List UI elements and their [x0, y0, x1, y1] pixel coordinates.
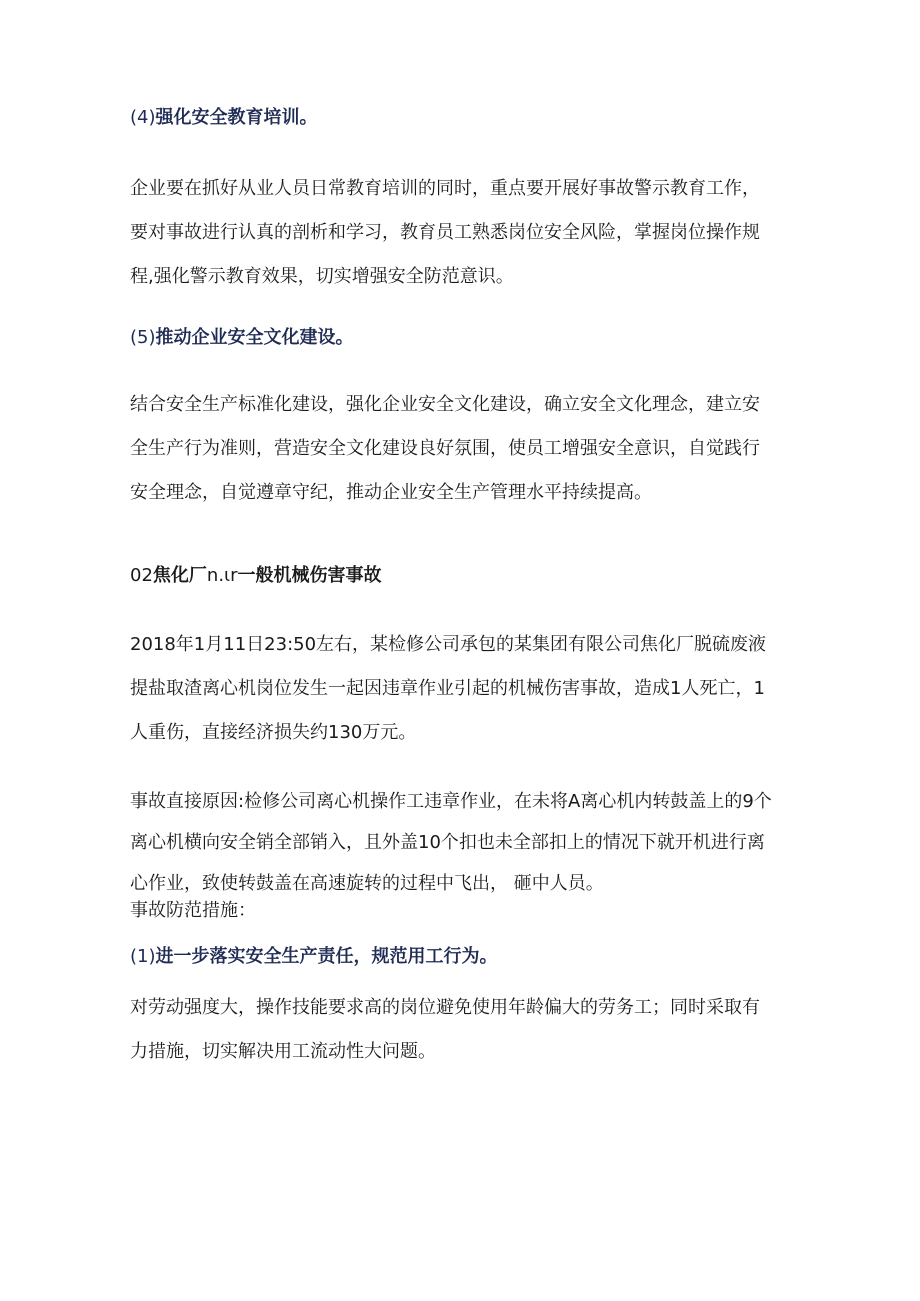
section-02-title-part1: 焦化厂: [152, 565, 207, 586]
heading-1-number: (1): [130, 946, 156, 967]
paragraph-line: 要对事故进行认真的剖析和学习，教育员工熟悉岗位安全风险，掌握岗位操作规: [130, 222, 760, 243]
heading-4-title: 强化安全教育培训。: [155, 107, 318, 128]
section-02-garbled-text: n.ιr: [206, 565, 238, 586]
paragraph-line: 心作业，致使转鼓盖在高速旋转的过程中飞出， 砸中人员。: [130, 873, 604, 894]
paragraph-line: 对劳动强度大，操作技能要求高的岗位避免使用年龄偏大的劳务工；同时采取有: [130, 997, 760, 1018]
paragraph-line: 2018年1月11日23:50左右，某检修公司承包的某集团有限公司焦化厂脱硫废液: [130, 634, 767, 655]
prevention-measures-label: 事故防范措施：: [130, 900, 256, 921]
heading-5: [130, 325, 790, 351]
paragraph-labor-measures: [130, 986, 790, 1074]
paragraph-safety-culture: [130, 383, 790, 515]
paragraph-line: 力措施，切实解决用工流动性大问题。: [130, 1041, 436, 1062]
paragraph-line: 人重伤，直接经济损失约130万元。: [130, 722, 417, 743]
paragraph-line: 企业要在抓好从业人员日常教育培训的同时，重点要开展好事故警示教育工作，: [130, 178, 760, 199]
paragraph-line: 全生产行为准则，营造安全文化建设良好氛围，使员工增强安全意识，自觉践行: [130, 438, 760, 459]
paragraph-line: 安全理念，自觉遵章守纪，推动企业安全生产管理水平持续提高。: [130, 482, 652, 503]
section-02-title: [130, 563, 790, 589]
paragraph-accident-summary: [130, 623, 790, 755]
paragraph-line: 提盐取渣离心机岗位发生一起因违章作业引起的机械伤害事故，造成1人死亡，1: [130, 678, 765, 699]
paragraph-line: 事故直接原因:检修公司离心机操作工违章作业，在未将A离心机内转鼓盖上的9个: [130, 791, 772, 812]
section-02-number: 02: [130, 565, 153, 586]
paragraph-line: 结合安全生产标准化建设，强化企业安全文化建设，确立安全文化理念，建立安: [130, 394, 760, 415]
heading-5-number: (5): [130, 327, 156, 348]
paragraph-line: 程,强化警示教育效果，切实增强安全防范意识。: [130, 266, 514, 287]
heading-1-title: 进一步落实安全生产责任，规范用工行为。: [155, 946, 498, 967]
section-02-title-part2: 一般机械伤害事故: [237, 565, 382, 586]
heading-1: [130, 944, 790, 970]
paragraph-line: 离心机横向安全销全部销入，且外盖10个扣也未全部扣上的情况下就开机进行离: [130, 832, 765, 853]
heading-4: [130, 105, 790, 131]
paragraph-education-training: [130, 167, 790, 299]
heading-4-number: (4): [130, 107, 156, 128]
paragraph-direct-cause: [130, 781, 790, 904]
heading-5-title: 推动企业安全文化建设。: [155, 327, 354, 348]
